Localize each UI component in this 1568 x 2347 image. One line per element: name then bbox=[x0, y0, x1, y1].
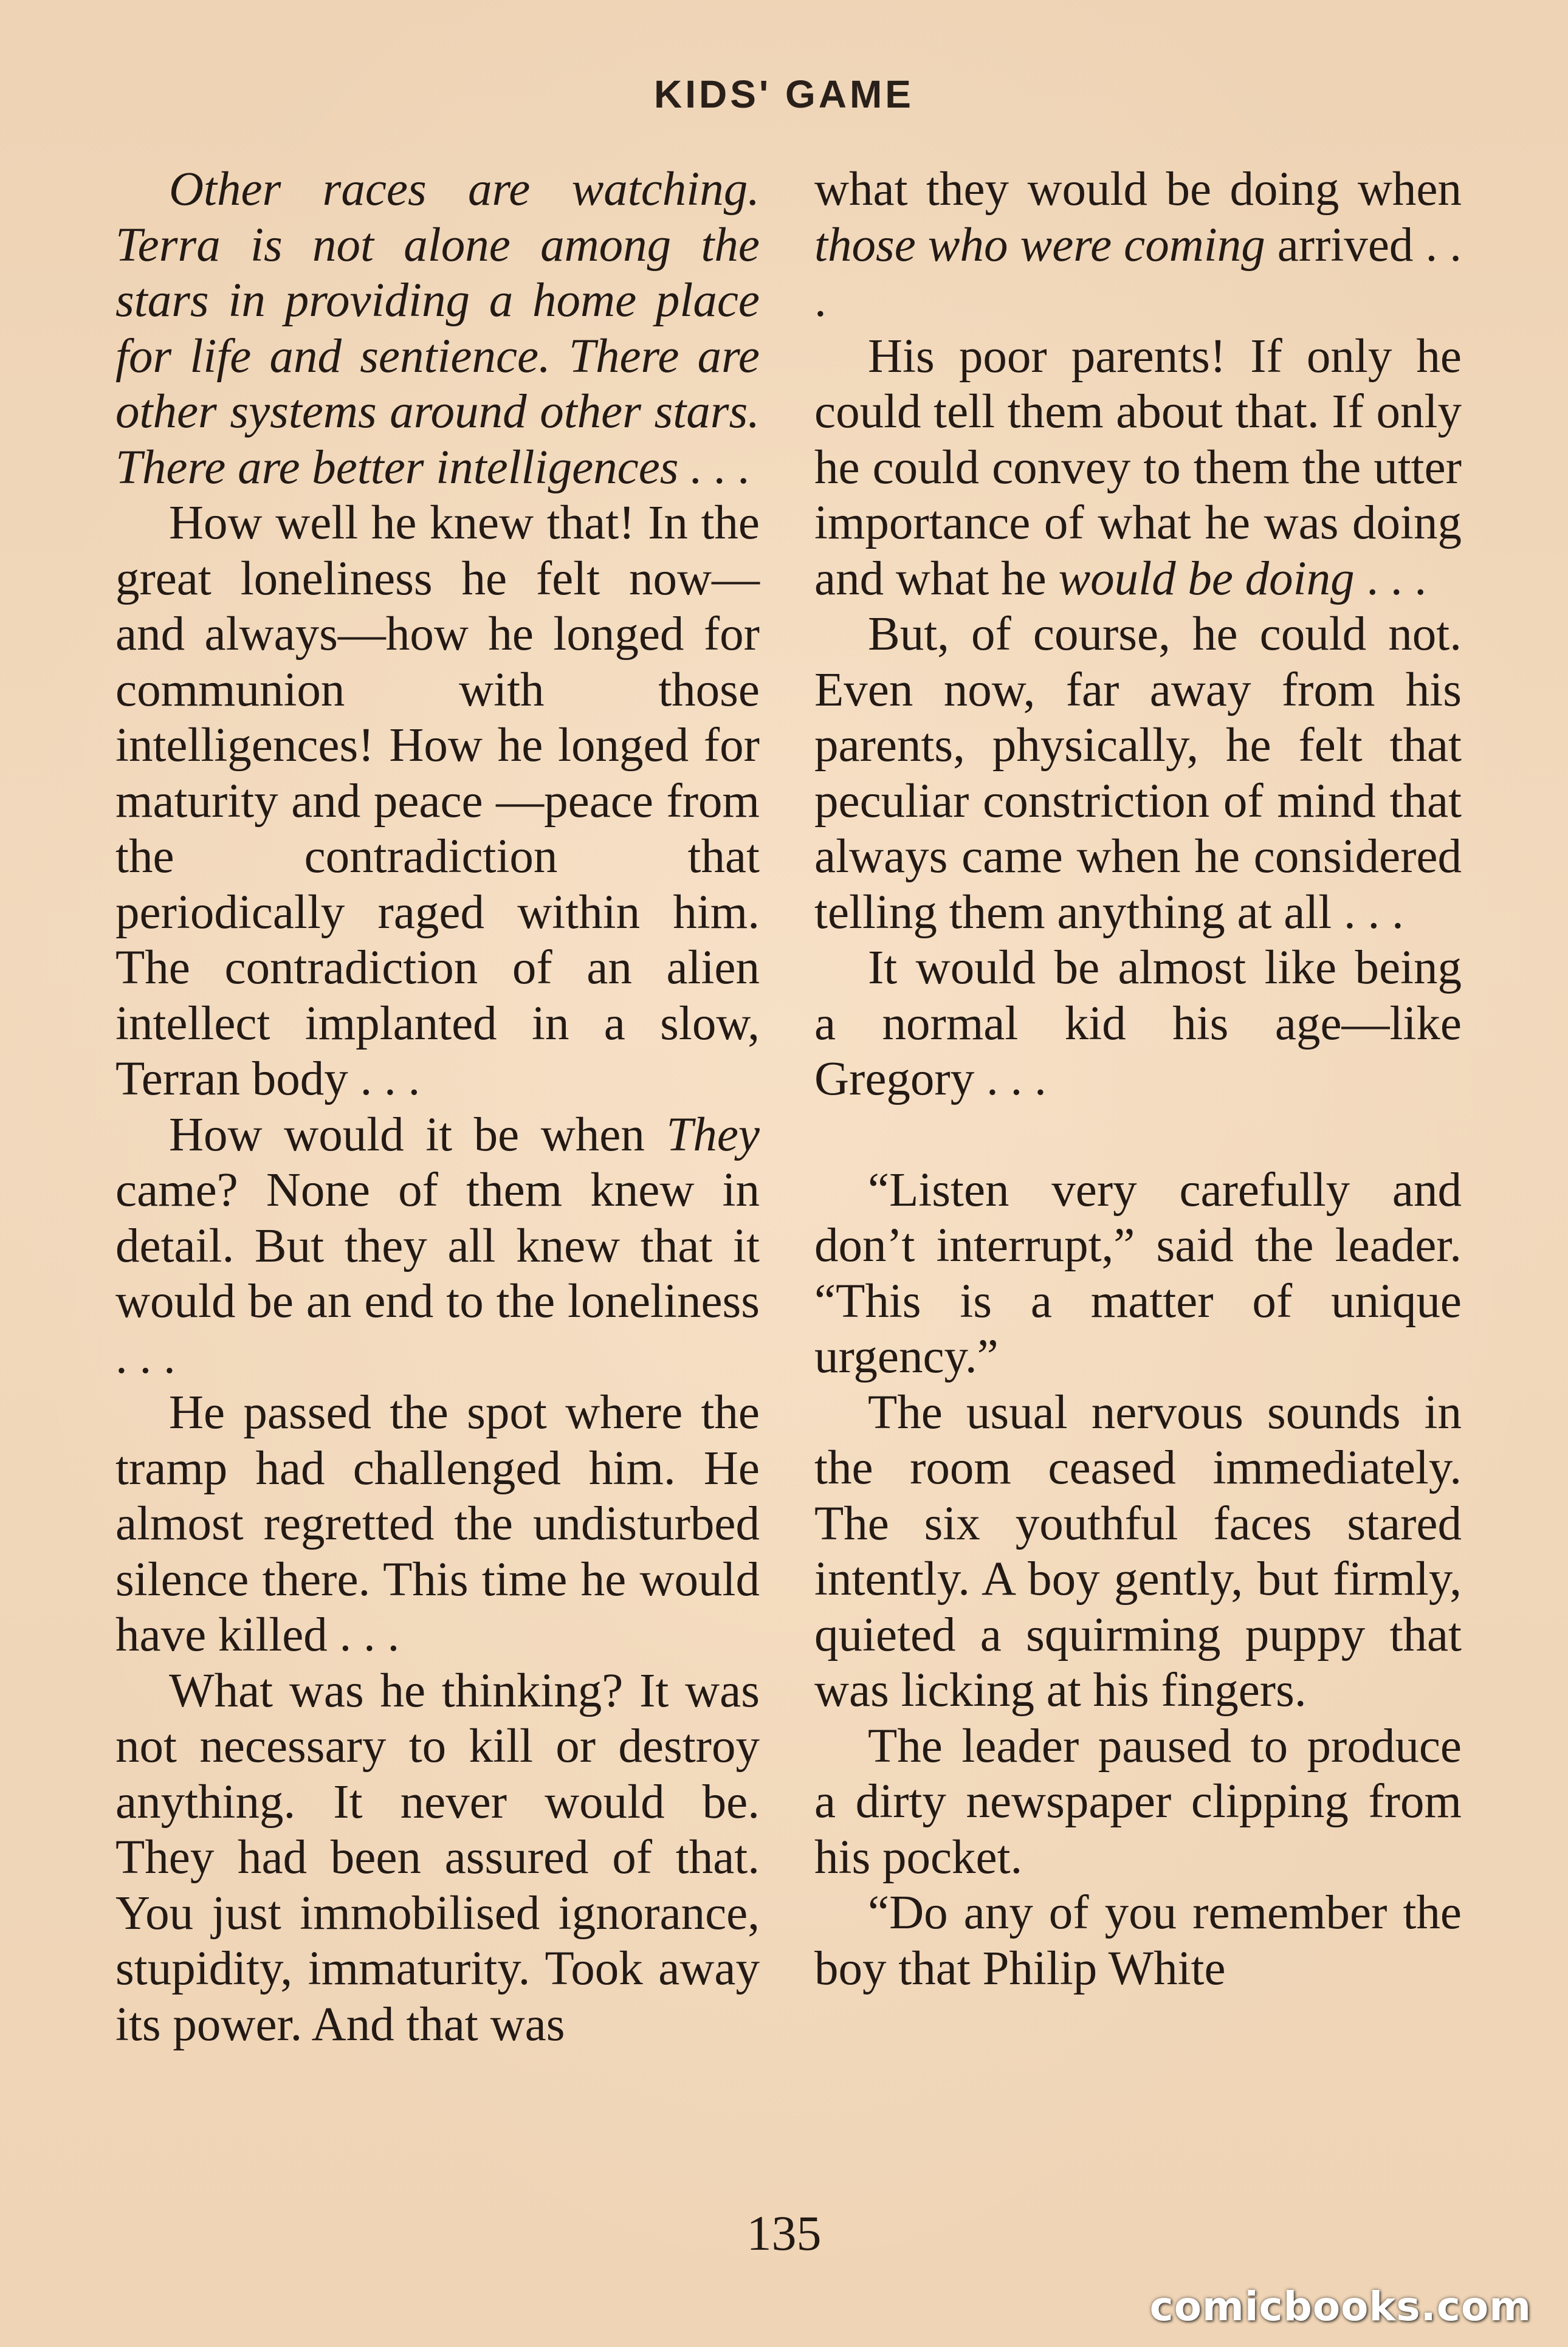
paragraph-text: came? None of them knew in detail. But they all knew that it would be an end to the loneliness . . . bbox=[115, 1164, 760, 1384]
paragraph bbox=[814, 329, 1462, 607]
paragraph-text: It would be almost like being a normal kid his age—like Gregory . . . bbox=[814, 941, 1462, 1105]
page-number: 135 bbox=[746, 2205, 822, 2261]
paragraph-section-start bbox=[814, 1163, 1462, 1385]
paragraph-text: what they would be doing when bbox=[814, 163, 1462, 216]
running-header: KIDS' GAME bbox=[654, 72, 914, 116]
paragraph-italic-text: would be doing bbox=[1058, 552, 1355, 605]
paragraph-text: How would it be when bbox=[169, 1108, 667, 1161]
paragraph bbox=[115, 1107, 760, 1386]
paragraph-text: How well he knew that! In the great loneliness he felt now—and always—how he longed for communion with those intelligences! How he longed for maturity and peace —peace from the contradiction that periodically raged within him. The contradiction of an alien intellect implanted in a slow, Terran body . . . bbox=[115, 497, 760, 1105]
paragraph-text: The usual nervous sounds in the room ceased immediately. The six youthful faces stared intently. A boy gently, but firmly, quieted a squirming puppy that was licking at his fingers. bbox=[814, 1386, 1462, 1717]
paragraph-text: His poor parents! If only he could tell them about that. If only he could convey to them the utter importance of what he was doing and what he bbox=[814, 329, 1462, 605]
left-column bbox=[115, 162, 760, 2052]
paragraph-italic-intro bbox=[115, 162, 760, 495]
paragraph-text: “Do any of you remember the boy that Philip White bbox=[814, 1886, 1462, 1995]
paragraph bbox=[814, 1385, 1462, 1719]
paragraph-text: He passed the spot where the tramp had challenged him. He almost regretted the undisturbed silence there. This time he would have killed . . . bbox=[115, 1386, 760, 1661]
paragraph-text: arrived . . . bbox=[814, 218, 1462, 327]
paragraph bbox=[814, 1885, 1462, 1996]
paragraph bbox=[814, 1719, 1462, 1886]
paragraph-text: . . . bbox=[1354, 552, 1427, 605]
paragraph bbox=[115, 1385, 760, 1663]
right-column bbox=[814, 162, 1462, 1996]
paragraph-text: Other races are watching. Terra is not alone among the stars in providing a home place for life and sentience. There are other systems around other stars. There are better intelligences . . . bbox=[115, 163, 760, 494]
paragraph bbox=[115, 495, 760, 1107]
paragraph-italic-text: those who were coming bbox=[814, 218, 1265, 272]
paragraph-text: What was he thinking? It was not necessary to kill or destroy anything. It never would be. They had been assured of that. You just immobilised ignorance, stupidity, immaturity. Took away its power. And that was bbox=[115, 1664, 760, 2051]
paragraph bbox=[814, 940, 1462, 1107]
paragraph-text: “Listen very carefully and don’t interrupt,” said the leader. “This is a matter of unique urgency.” bbox=[814, 1163, 1462, 1383]
paragraph-text: The leader paused to produce a dirty newspaper clipping from his pocket. bbox=[814, 1719, 1462, 1884]
paragraph bbox=[115, 1663, 760, 2053]
paragraph-text: But, of course, he could not. Even now, far away from his parents, physically, he felt that peculiar constriction of mind that always came when he considered telling them anything at all . . . bbox=[814, 608, 1462, 939]
paragraph-continued bbox=[814, 162, 1462, 329]
paragraph bbox=[814, 607, 1462, 940]
paragraph-italic-text: They bbox=[666, 1108, 760, 1161]
watermark-logo: comicbooks.com bbox=[1149, 2283, 1532, 2330]
